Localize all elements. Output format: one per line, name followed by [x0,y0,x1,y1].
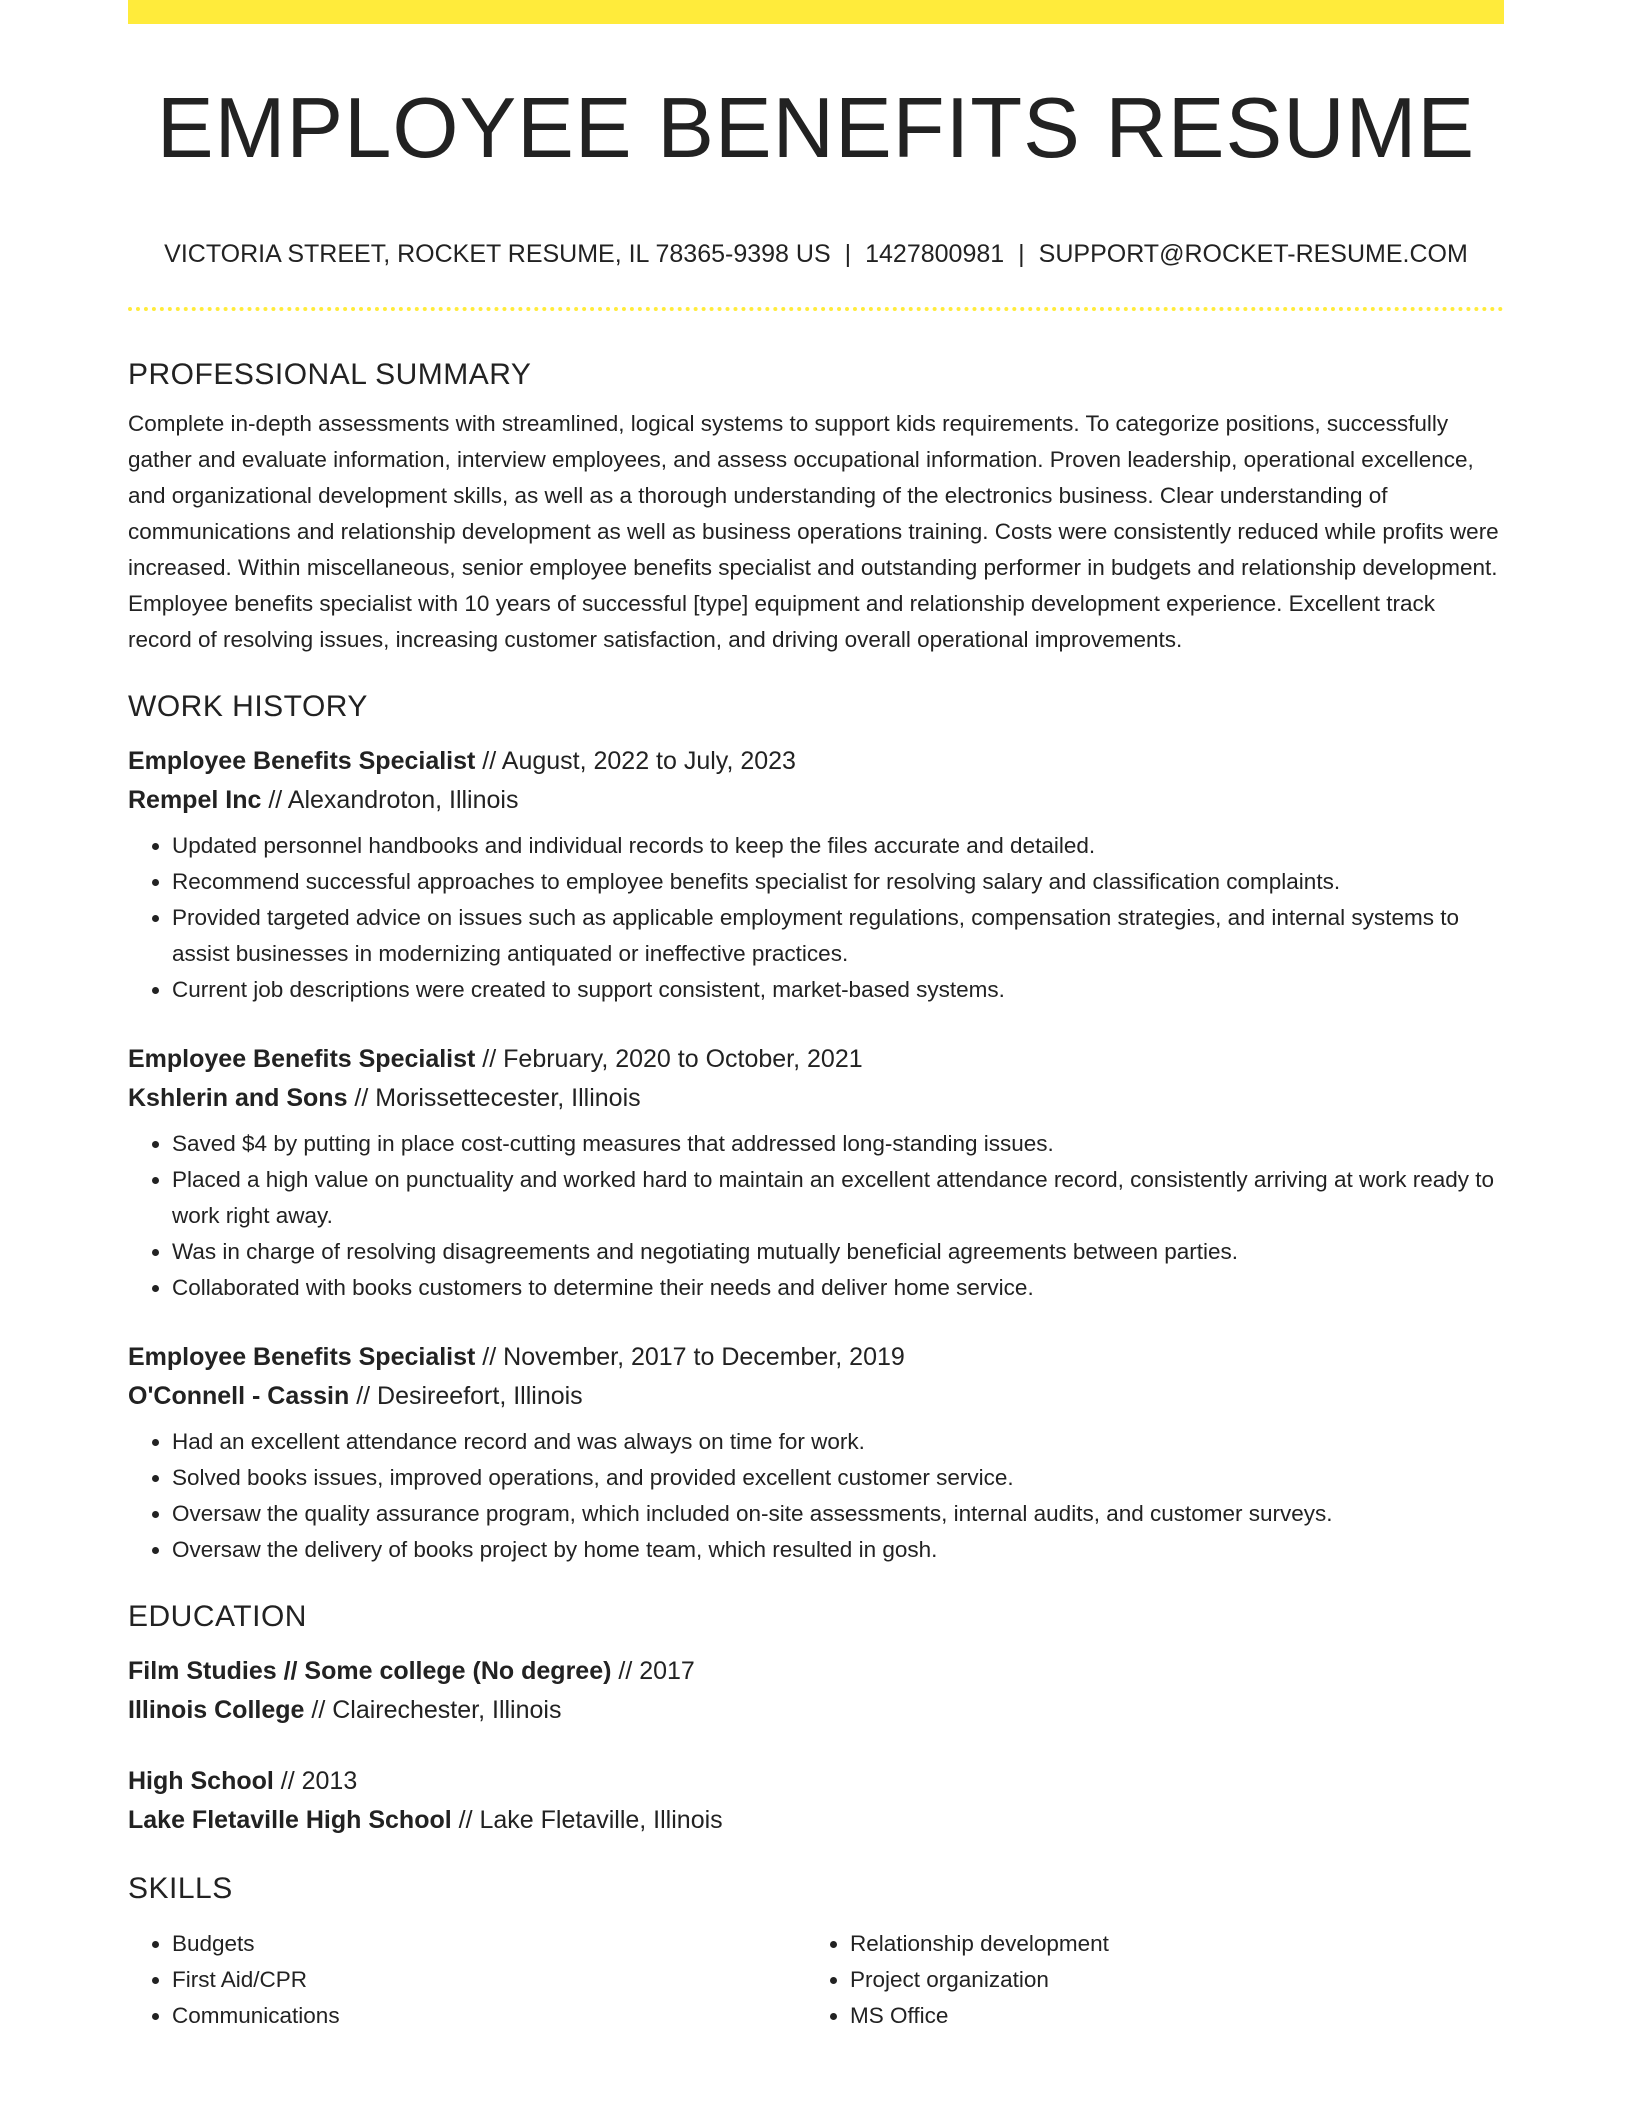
education-school-line [128,1691,1504,1730]
education-entry [128,1652,1504,1730]
skills-bullets [128,1926,806,2034]
job-dates: // February, 2020 to October, 2021 [475,1045,863,1073]
job-bullets [128,828,1504,1008]
education-location: // Lake Fletaville, Illinois [451,1806,723,1834]
education-degree-line [128,1652,1504,1691]
job-title-line [128,1040,1504,1079]
contact-address: VICTORIA STREET, ROCKET RESUME, IL 78365-9398 US [164,240,831,268]
skills-column-right [806,1920,1484,2034]
education-entry [128,1762,1504,1840]
contact-phone: 1427800981 [865,240,1005,268]
job-bullet: • Had an excellent attendance record and was always on time for work. [172,1424,1504,1460]
section-heading-education: EDUCATION [128,1600,307,1633]
job-bullet: • Collaborated with books customers to determine their needs and deliver home service. [172,1270,1504,1306]
job-title-line [128,742,1504,781]
section-heading-summary: PROFESSIONAL SUMMARY [128,358,532,391]
job-dates: // November, 2017 to December, 2019 [475,1343,905,1371]
dotted-divider [128,307,1504,311]
job-bullets [128,1424,1504,1568]
job-entry [128,1040,1504,1306]
job-location: // Desireefort, Illinois [349,1382,583,1410]
job-bullet: • Oversaw the quality assurance program, which included on-site assessments, internal audits, and customer surveys. [172,1496,1504,1532]
skills-list [128,1920,1504,2034]
job-bullet: • Was in charge of resolving disagreements and negotiating mutually beneficial agreements between parties. [172,1234,1504,1270]
skill-item: • Budgets [172,1926,806,1962]
job-bullet: • Updated personnel handbooks and individual records to keep the files accurate and detailed. [172,828,1504,864]
education-year: // 2017 [611,1657,695,1685]
skills-column-left [128,1920,806,2034]
job-bullet: • Saved $4 by putting in place cost-cutting measures that addressed long-standing issues. [172,1126,1504,1162]
contact-email[interactable]: SUPPORT@ROCKET-RESUME.COM [1038,240,1468,268]
job-entry [128,742,1504,1008]
education-school: Illinois College [128,1696,305,1724]
job-bullet: • Solved books issues, improved operations, and provided excellent customer service. [172,1460,1504,1496]
job-company: Rempel Inc [128,786,262,814]
job-title: Employee Benefits Specialist [128,1343,476,1371]
education-degree: High School [128,1767,274,1795]
contact-separator: | [1018,240,1025,268]
job-company-line [128,1079,1504,1118]
job-bullet: • Oversaw the delivery of books project by home team, which resulted in gosh. [172,1532,1504,1568]
education-degree: Film Studies // Some college (No degree) [128,1657,612,1685]
job-entry [128,1338,1504,1568]
job-bullets [128,1126,1504,1306]
job-bullet: • Recommend successful approaches to employee benefits specialist for resolving salary and classification complaints. [172,864,1504,900]
job-company-line [128,1377,1504,1416]
education-year: // 2013 [273,1767,358,1795]
education-location: // Clairechester, Illinois [304,1696,562,1724]
job-dates: // August, 2022 to July, 2023 [475,747,796,775]
job-company-line [128,781,1504,820]
job-company: Kshlerin and Sons [128,1084,348,1112]
skills-bullets [806,1926,1484,2034]
top-accent-bar [128,0,1504,24]
section-heading-skills: SKILLS [128,1872,233,1905]
job-company: O'Connell - Cassin [128,1382,350,1410]
education-school: Lake Fletaville High School [128,1806,452,1834]
skill-item: • Relationship development [850,1926,1484,1962]
skill-item: • Communications [172,1998,806,2034]
job-title: Employee Benefits Specialist [128,747,476,775]
skill-item: • First Aid/CPR [172,1962,806,1998]
skill-item: • Project organization [850,1962,1484,1998]
job-location: // Alexandroton, Illinois [261,786,519,814]
job-location: // Morissettecester, Illinois [347,1084,641,1112]
resume-content [128,350,1504,2034]
contact-line [128,236,1504,272]
education-degree-line [128,1762,1504,1801]
summary-text: Complete in-depth assessments with streamlined, logical systems to support kids requirements. To categorize positions, successfully gather and evaluate information, interview employees, and assess occupational information. Proven leadership, operational excellence, and organizational development skills, as well as a thorough understanding of the electronics business. Clear understanding of communications and relationship development as well as business operations training. Costs were consistently reduced while profits were increased. Within miscellaneous, senior employee benefits specialist and outstanding performer in budgets and relationship development. Employee benefits specialist with 10 years of successful [type] equipment and relationship development experience. Excellent track record of resolving issues, increasing customer satisfaction, and driving overall operational improvements. [128,411,1499,652]
job-title-line [128,1338,1504,1377]
skill-item: • MS Office [850,1998,1484,2034]
education-school-line [128,1801,1504,1840]
section-heading-work-history: WORK HISTORY [128,690,368,723]
job-bullet: • Placed a high value on punctuality and worked hard to maintain an excellent attendance record, consistently arriving at work ready to work right away. [172,1162,1504,1234]
contact-separator: | [844,240,852,268]
job-bullet: • Provided targeted advice on issues such as applicable employment regulations, compensation strategies, and internal systems to assist businesses in modernizing antiquated or ineffective practices. [172,900,1504,972]
job-title: Employee Benefits Specialist [128,1045,476,1073]
resume-title: EMPLOYEE BENEFITS RESUME [156,81,1476,176]
job-bullet: • Current job descriptions were created to support consistent, market-based systems. [172,972,1504,1008]
